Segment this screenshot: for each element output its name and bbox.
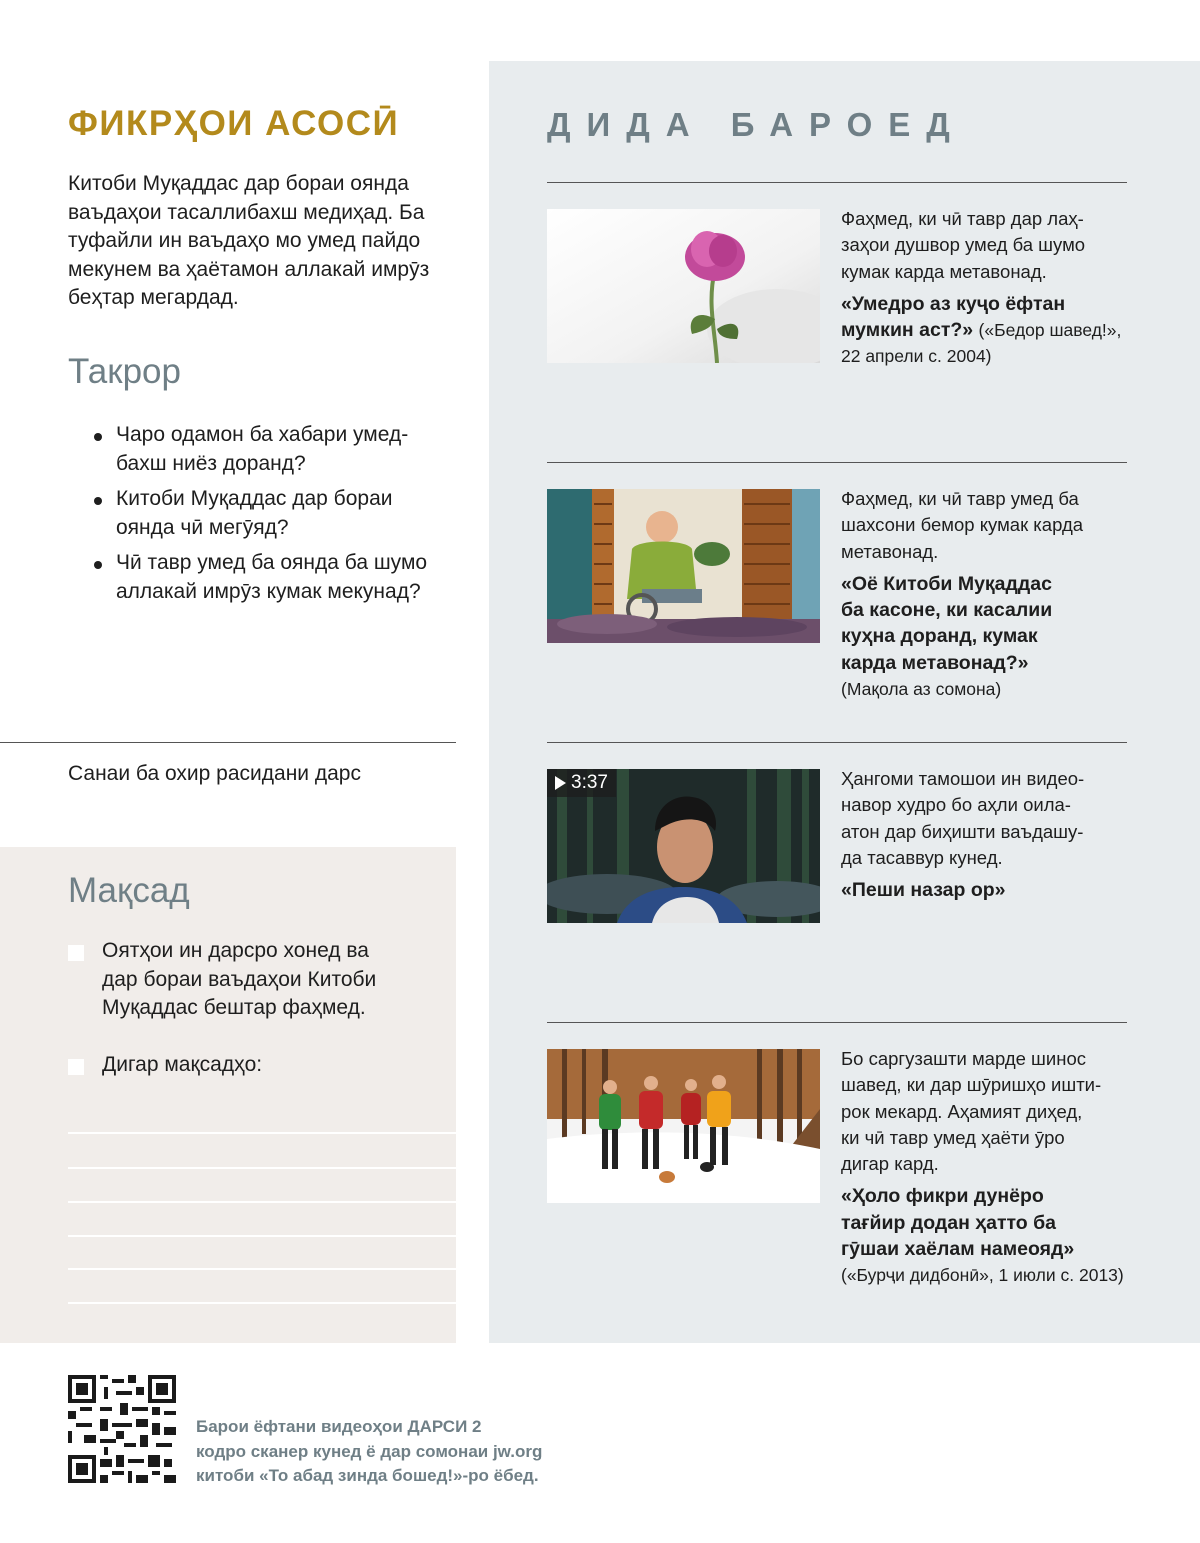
goal-text: Муқаддас бештар фаҳмед. bbox=[102, 996, 366, 1019]
key-thoughts-title: ФИКРҲОИ АСОСӢ bbox=[68, 104, 400, 143]
goal-checkbox[interactable] bbox=[68, 945, 84, 961]
qr-code-icon[interactable] bbox=[68, 1375, 176, 1483]
man-forest-photo[interactable] bbox=[547, 769, 820, 923]
divider bbox=[547, 742, 1127, 743]
explore-title: ДИДА БАРОЕД bbox=[547, 106, 966, 143]
video-duration-badge: 3:37 bbox=[547, 769, 616, 797]
review-item: Чаро одамон ба хабари умед- бахш ниёз доранд? bbox=[90, 421, 460, 478]
write-line[interactable] bbox=[68, 1235, 456, 1237]
article-link[interactable]: «Ҳоло фикри дунёро тағйир додан ҳатто ба гӯшаи хаёлам намеояд» bbox=[841, 1185, 1075, 1261]
write-line[interactable] bbox=[68, 1167, 456, 1169]
goal-item bbox=[68, 937, 438, 1023]
write-line[interactable] bbox=[68, 1201, 456, 1203]
write-line[interactable] bbox=[68, 1268, 456, 1270]
write-line[interactable] bbox=[68, 1302, 456, 1304]
review-list bbox=[90, 421, 460, 613]
divider bbox=[0, 742, 456, 743]
snow-walk-photo[interactable] bbox=[547, 1049, 820, 1203]
key-thoughts-body: Китоби Муқаддас дар бораи оянда ваъдаҳои тасаллибахш медиҳад. Ба туфайли ин ваъдаҳо мо умед пайдо мекунем ва ҳаётамон аллакай имрӯз беҳтар мегардад. bbox=[68, 172, 430, 309]
goals-box bbox=[0, 847, 456, 1343]
review-item: Китоби Муқаддас дар бораи оянда чӣ мегӯяд? bbox=[90, 485, 460, 542]
video-link[interactable]: «Пеши назар ор» bbox=[841, 879, 1006, 902]
write-line[interactable] bbox=[68, 1132, 456, 1134]
completion-date-label: Санаи ба охир расидани дарс bbox=[68, 762, 361, 785]
review-item: Чӣ тавр умед ба оянда ба шумо аллакай имрӯз кумак мекунад? bbox=[90, 549, 460, 606]
divider bbox=[547, 182, 1127, 183]
goal-checkbox[interactable] bbox=[68, 1059, 84, 1075]
article-link[interactable]: «Умедро аз куҷо ёфтан мумкин аст?» («Бедор шавед!», bbox=[841, 292, 1122, 342]
footer-instructions: Барои ёфтани видеоҳои ДАРСИ 2 кодро сканер кунед ё дар сомонаи jw.org китоби «То абад зинда бошед!»-ро ёбед. bbox=[196, 1417, 543, 1485]
article-link[interactable]: «Оё Китоби Муқаддас ба касоне, ки касалии куҳна доранд, кумак карда метавонад?» bbox=[841, 572, 1053, 674]
review-title: Такрор bbox=[68, 352, 181, 391]
explore-item-description: Фаҳмед, ки чӣ тавр дар лаҳ- заҳои душвор умед ба шумо кумак карда метавонад. «Умедро аз куҷо ёфтан мумкин аст?» («Бедор шавед!», 22 апрели с. 2004) bbox=[841, 206, 1131, 370]
flower-photo[interactable] bbox=[547, 209, 820, 363]
goal-item bbox=[68, 1051, 438, 1080]
explore-item-description: Ҳангоми тамошои ин видео- навор худро бо аҳли оила- атон дар биҳишти ваъдашу- да тасаввур кунед. «Пеши назар ор» bbox=[841, 766, 1131, 903]
goal-text: Оятҳои ин дарсро хонед ва bbox=[102, 939, 369, 962]
man-wheelchair-photo[interactable] bbox=[547, 489, 820, 643]
goal-text: дар бораи ваъдаҳои Китоби bbox=[102, 967, 377, 991]
explore-item-description: Фаҳмед, ки чӣ тавр умед ба шахсони бемор кумак карда метавонад. «Оё Китоби Муқаддас ба касоне, ки касалии куҳна доранд, кумак карда метавонад?» (Мақола аз сомона) bbox=[841, 486, 1131, 702]
divider bbox=[547, 1022, 1127, 1023]
explore-item-description: Бо саргузашти марде шинос шавед, ки дар шӯришҳо ишти- рок мекард. Аҳамият диҳед, ки чӣ тавр умед ҳаёти ӯро дигар кард. «Ҳоло фикри дунёро тағйир додан ҳатто ба гӯшаи хаёлам намеояд» («Бурҷи дидбонӣ», 1 июли с. 2013) bbox=[841, 1046, 1131, 1289]
play-icon bbox=[555, 776, 566, 790]
goals-title: Мақсад bbox=[68, 871, 190, 910]
goal-text: Дигар мақсадҳо: bbox=[102, 1053, 263, 1076]
divider bbox=[547, 462, 1127, 463]
